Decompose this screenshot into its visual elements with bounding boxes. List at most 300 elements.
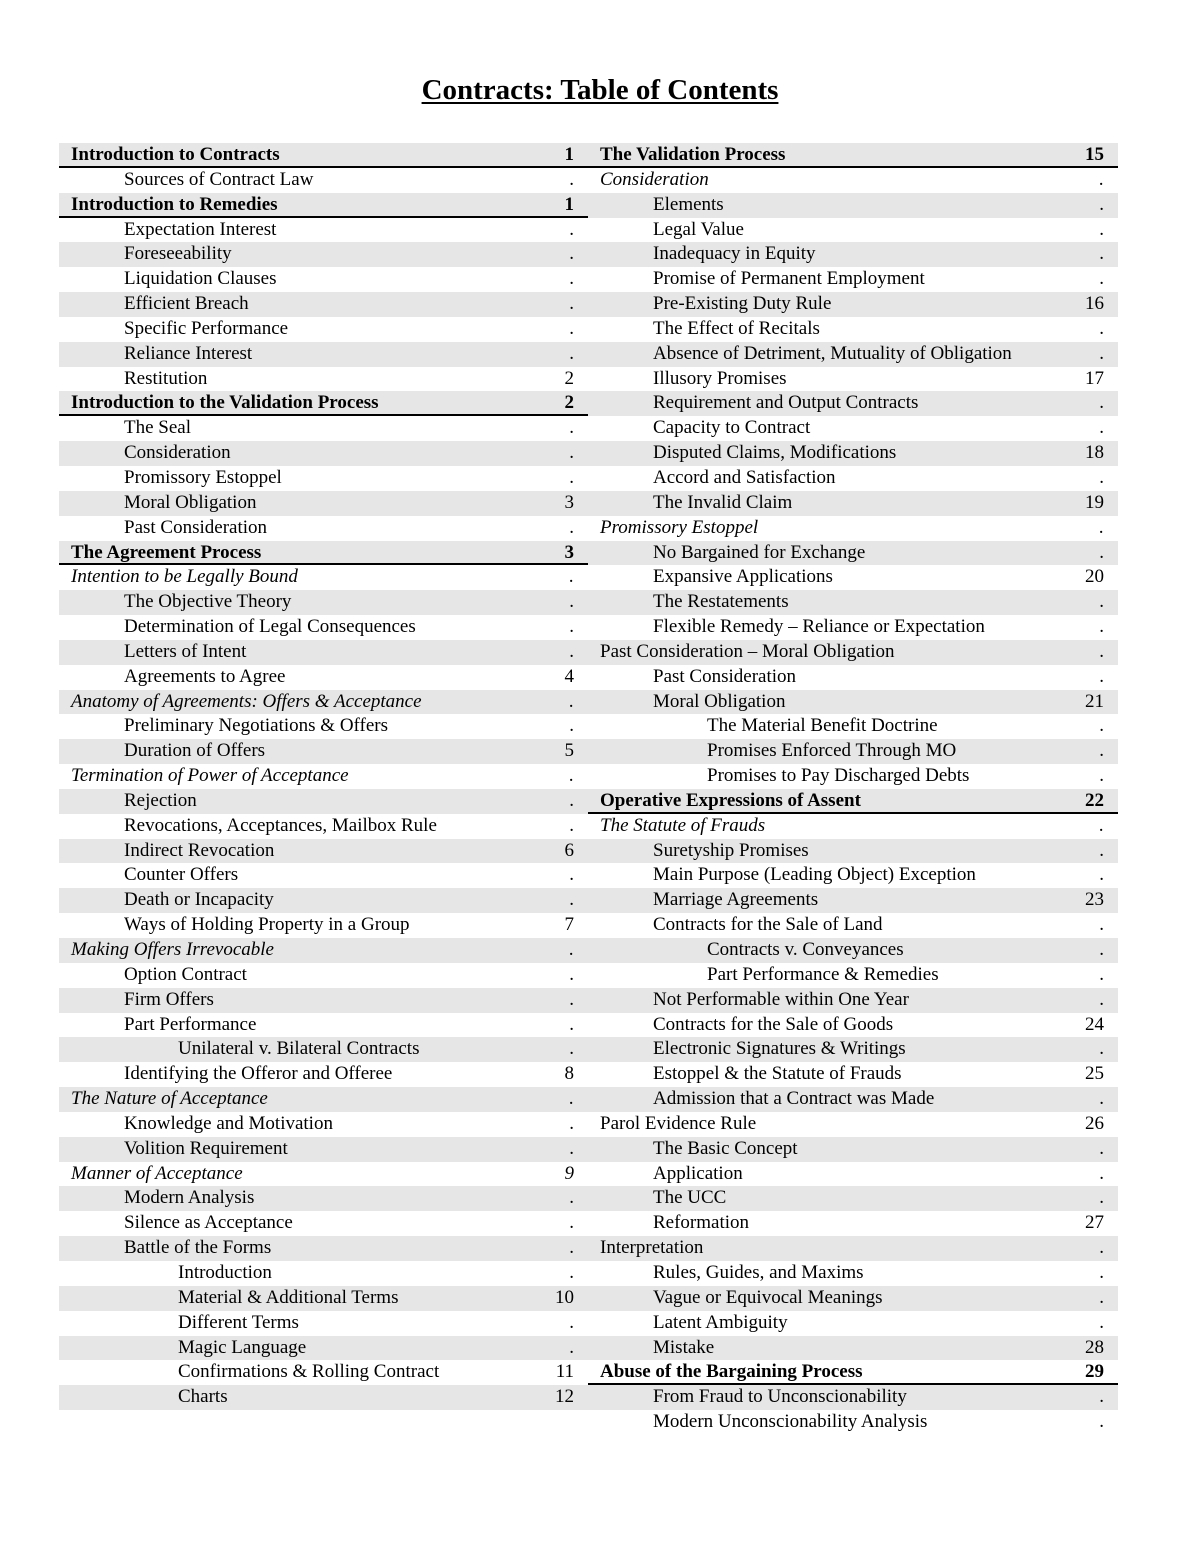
- toc-page-number: .: [569, 466, 574, 488]
- toc-entry-label: Foreseeability: [124, 243, 232, 265]
- toc-page-number: .: [1099, 1187, 1104, 1209]
- toc-entry-label: Unilateral v. Bilateral Contracts: [178, 1038, 420, 1060]
- toc-entry: [588, 863, 1118, 888]
- toc-entry-label: Counter Offers: [124, 864, 239, 886]
- toc-entry-label: Pre-Existing Duty Rule: [653, 293, 832, 315]
- toc-entry-label: Option Contract: [124, 963, 247, 985]
- toc-entry-label: Accord and Satisfaction: [653, 466, 836, 488]
- toc-page-number: .: [569, 1212, 574, 1234]
- toc-page-number: .: [1099, 1038, 1104, 1060]
- toc-entry: [59, 665, 588, 690]
- toc-page-number: 27: [1085, 1212, 1104, 1234]
- toc-entry-label: Liquidation Clauses: [124, 268, 277, 290]
- toc-page-number: .: [569, 789, 574, 811]
- toc-page-number: .: [1099, 839, 1104, 861]
- toc-entry: [59, 1336, 588, 1361]
- toc-entry: [59, 292, 588, 317]
- toc-entry: [588, 267, 1118, 292]
- toc-page-number: 23: [1085, 889, 1104, 911]
- toc-page-number: .: [1099, 392, 1104, 414]
- toc-entry: [59, 1137, 588, 1162]
- toc-page-number: 2: [564, 392, 574, 414]
- toc-page-number: .: [1099, 1088, 1104, 1110]
- toc-entry-label: Requirement and Output Contracts: [653, 392, 919, 414]
- toc-entry: [588, 491, 1118, 516]
- toc-page-number: .: [569, 715, 574, 737]
- toc-entry: [588, 516, 1118, 541]
- toc-page-number: 3: [564, 541, 574, 563]
- toc-page-number: 22: [1085, 789, 1104, 811]
- toc-entry-label: Letters of Intent: [124, 640, 247, 662]
- toc-page-number: .: [1099, 640, 1104, 662]
- toc-entry: [588, 367, 1118, 392]
- toc-entry: [588, 466, 1118, 491]
- toc-entry: [59, 714, 588, 739]
- toc-entry-label: Different Terms: [178, 1311, 299, 1333]
- toc-entry-label: The Basic Concept: [653, 1137, 798, 1159]
- toc-page-number: .: [1099, 466, 1104, 488]
- toc-page-number: 6: [564, 839, 574, 861]
- toc-entry-label: Expectation Interest: [124, 218, 277, 240]
- toc-page-number: .: [569, 243, 574, 265]
- toc-page-number: .: [1099, 417, 1104, 439]
- toc-page-number: 20: [1085, 566, 1104, 588]
- toc-entry-label: Specific Performance: [124, 317, 289, 339]
- toc-entry-label: No Bargained for Exchange: [653, 541, 866, 563]
- toc-entry: [588, 342, 1118, 367]
- toc-entry: [588, 1186, 1118, 1211]
- toc-entry: [588, 888, 1118, 913]
- toc-entry: [588, 590, 1118, 615]
- toc-entry-label: Past Consideration: [124, 516, 268, 538]
- toc-page-number: .: [1099, 963, 1104, 985]
- toc-left-column: [59, 143, 588, 1410]
- toc-entry: [588, 1286, 1118, 1311]
- toc-entry: [588, 1112, 1118, 1137]
- toc-entry-label: Mistake: [653, 1336, 715, 1358]
- toc-entry: [588, 565, 1118, 590]
- toc-entry-label: Expansive Applications: [653, 566, 833, 588]
- toc-entry-label: Vague or Equivocal Meanings: [653, 1286, 883, 1308]
- toc-entry: [588, 416, 1118, 441]
- toc-right-column: [588, 143, 1118, 1435]
- toc-page-number: .: [1099, 765, 1104, 787]
- toc-page-number: 11: [555, 1361, 574, 1383]
- toc-entry: [59, 913, 588, 938]
- toc-page-number: .: [1099, 1162, 1104, 1184]
- toc-page-number: .: [569, 1237, 574, 1259]
- toc-entry-label: The Material Benefit Doctrine: [707, 715, 938, 737]
- toc-entry-label: Introduction to the Validation Process: [71, 392, 379, 414]
- toc-entry-label: Modern Unconscionability Analysis: [653, 1411, 928, 1433]
- toc-entry-label: Anatomy of Agreements: Offers & Acceptance: [71, 690, 422, 712]
- toc-entry-label: The Statute of Frauds: [600, 814, 766, 836]
- toc-entry-label: Application: [653, 1162, 743, 1184]
- toc-entry: [588, 665, 1118, 690]
- toc-entry: [59, 1385, 588, 1410]
- toc-entry: [59, 516, 588, 541]
- toc-page-number: .: [569, 317, 574, 339]
- toc-entry-label: Absence of Detriment, Mutuality of Obligation: [653, 342, 1012, 364]
- toc-entry-label: Confirmations & Rolling Contract: [178, 1361, 440, 1383]
- toc-page-number: .: [569, 342, 574, 364]
- toc-entry: [59, 1013, 588, 1038]
- toc-entry: [59, 1186, 588, 1211]
- toc-entry: [588, 1211, 1118, 1236]
- toc-page-number: .: [569, 963, 574, 985]
- toc-page-number: .: [1099, 243, 1104, 265]
- toc-page-number: .: [569, 1088, 574, 1110]
- toc-page-number: .: [1099, 1386, 1104, 1408]
- toc-entry-label: Introduction to Remedies: [71, 193, 278, 215]
- toc-entry-label: Charts: [178, 1386, 228, 1408]
- toc-entry-label: Admission that a Contract was Made: [653, 1088, 935, 1110]
- toc-page-number: .: [569, 268, 574, 290]
- toc-page-number: .: [569, 218, 574, 240]
- toc-entry: [59, 1360, 588, 1385]
- toc-entry-label: The UCC: [653, 1187, 727, 1209]
- toc-page-number: 12: [555, 1386, 574, 1408]
- toc-page-number: .: [569, 814, 574, 836]
- toc-entry-label: Moral Obligation: [124, 491, 257, 513]
- toc-entry: [588, 1261, 1118, 1286]
- toc-entry-label: Illusory Promises: [653, 367, 787, 389]
- toc-page-number: .: [1099, 1311, 1104, 1333]
- toc-page-number: .: [569, 566, 574, 588]
- toc-entry: [588, 615, 1118, 640]
- toc-entry: [59, 267, 588, 292]
- toc-page-number: .: [569, 417, 574, 439]
- toc-page-number: .: [1099, 665, 1104, 687]
- toc-page-number: 8: [564, 1063, 574, 1085]
- toc-entry-label: Introduction: [178, 1261, 272, 1283]
- toc-page-number: .: [569, 889, 574, 911]
- toc-entry: [59, 565, 588, 590]
- toc-entry: [59, 764, 588, 789]
- toc-entry: [59, 640, 588, 665]
- toc-entry: [588, 441, 1118, 466]
- toc-entry-label: Contracts v. Conveyances: [707, 939, 904, 960]
- toc-entry-label: The Objective Theory: [124, 591, 292, 613]
- toc-page-number: .: [569, 1311, 574, 1333]
- toc-entry: [588, 963, 1118, 988]
- toc-entry-label: The Effect of Recitals: [653, 317, 820, 339]
- toc-page-number: .: [569, 168, 574, 190]
- toc-entry: [588, 839, 1118, 864]
- toc-page-number: .: [1099, 317, 1104, 339]
- toc-page-number: .: [1099, 740, 1104, 762]
- toc-entry-label: Introduction to Contracts: [71, 144, 280, 165]
- toc-section-heading: [59, 143, 588, 168]
- toc-section-heading: [588, 143, 1118, 168]
- toc-entry: [59, 1162, 588, 1187]
- toc-entry-label: Promissory Estoppel: [600, 516, 759, 538]
- toc-entry-label: Legal Value: [653, 218, 744, 240]
- toc-entry: [59, 242, 588, 267]
- toc-entry: [588, 640, 1118, 665]
- toc-entry-label: Inadequacy in Equity: [653, 243, 816, 265]
- toc-entry-label: Contracts for the Sale of Goods: [653, 1013, 894, 1035]
- toc-page-number: .: [569, 1187, 574, 1209]
- toc-entry: [59, 615, 588, 640]
- toc-page-number: .: [1099, 1237, 1104, 1259]
- toc-entry-label: Consideration: [124, 442, 231, 464]
- toc-page-number: .: [569, 690, 574, 712]
- toc-entry: [588, 764, 1118, 789]
- toc-entry: [59, 789, 588, 814]
- toc-entry: [59, 814, 588, 839]
- toc-entry-label: Reformation: [653, 1212, 750, 1234]
- toc-entry-label: Preliminary Negotiations & Offers: [124, 715, 389, 737]
- toc-entry-label: Marriage Agreements: [653, 889, 819, 911]
- toc-entry-label: Flexible Remedy – Reliance or Expectation: [653, 616, 985, 638]
- toc-entry-label: Latent Ambiguity: [653, 1311, 788, 1333]
- toc-entry: [588, 541, 1118, 566]
- toc-page-number: .: [1099, 988, 1104, 1010]
- toc-entry-label: Main Purpose (Leading Object) Exception: [653, 864, 976, 886]
- toc-entry-label: Making Offers Irrevocable: [71, 939, 274, 960]
- toc-entry-label: Moral Obligation: [653, 690, 786, 712]
- toc-page-number: .: [569, 988, 574, 1010]
- toc-entry-label: Identifying the Offeror and Offeree: [124, 1063, 393, 1085]
- toc-page-number: .: [1099, 1137, 1104, 1159]
- toc-entry: [59, 590, 588, 615]
- toc-entry-label: Past Consideration – Moral Obligation: [600, 640, 895, 662]
- toc-entry: [588, 714, 1118, 739]
- toc-page-number: .: [569, 1112, 574, 1134]
- toc-entry: [588, 218, 1118, 243]
- toc-entry: [588, 814, 1118, 839]
- toc-entry-label: Death or Incapacity: [124, 889, 274, 911]
- toc-section-heading: [59, 193, 588, 218]
- toc-entry: [59, 441, 588, 466]
- toc-entry: [588, 1236, 1118, 1261]
- toc-page-number: .: [1099, 342, 1104, 364]
- toc-page-number: 25: [1085, 1063, 1104, 1085]
- toc-section-heading: [59, 541, 588, 566]
- toc-entry-label: Part Performance: [124, 1013, 257, 1035]
- toc-page-number: .: [1099, 616, 1104, 638]
- toc-entry-label: Duration of Offers: [124, 740, 266, 762]
- toc-section-heading: [588, 789, 1118, 814]
- toc-page-number: .: [1099, 1261, 1104, 1283]
- toc-entry-label: Part Performance & Remedies: [707, 963, 939, 985]
- toc-page-number: .: [1099, 939, 1104, 960]
- toc-entry-label: Material & Additional Terms: [178, 1286, 399, 1308]
- toc-page-number: 10: [555, 1286, 574, 1308]
- toc-entry: [588, 690, 1118, 715]
- toc-entry-label: The Invalid Claim: [653, 491, 793, 513]
- toc-entry: [59, 1112, 588, 1137]
- toc-entry-label: Disputed Claims, Modifications: [653, 442, 897, 464]
- toc-page-number: 4: [564, 665, 574, 687]
- toc-entry: [59, 739, 588, 764]
- toc-page-number: .: [569, 765, 574, 787]
- toc-entry: [59, 988, 588, 1013]
- toc-entry-label: Promissory Estoppel: [124, 466, 282, 488]
- toc-page-number: .: [1099, 193, 1104, 215]
- toc-page-number: 24: [1085, 1013, 1104, 1035]
- toc-entry-label: Silence as Acceptance: [124, 1212, 293, 1234]
- toc-page-number: 17: [1085, 367, 1104, 389]
- toc-page-number: 1: [564, 144, 574, 165]
- toc-entry-label: Agreements to Agree: [124, 665, 286, 687]
- toc-entry-label: Elements: [653, 193, 724, 215]
- toc-entry-label: Manner of Acceptance: [71, 1162, 243, 1184]
- toc-entry-label: Efficient Breach: [124, 293, 249, 315]
- toc-page-number: 15: [1085, 144, 1104, 165]
- toc-entry-label: Estoppel & the Statute of Frauds: [653, 1063, 902, 1085]
- toc-entry-label: Intention to be Legally Bound: [71, 566, 298, 588]
- toc-entry: [588, 1410, 1118, 1435]
- toc-page-number: .: [1099, 218, 1104, 240]
- toc-entry: [588, 1062, 1118, 1087]
- toc-entry: [59, 963, 588, 988]
- toc-entry-label: The Restatements: [653, 591, 789, 613]
- toc-page-number: .: [569, 516, 574, 538]
- toc-entry-label: Promises to Pay Discharged Debts: [707, 765, 970, 787]
- toc-entry: [588, 168, 1118, 193]
- toc-page-number: .: [569, 1013, 574, 1035]
- toc-entry: [59, 1286, 588, 1311]
- toc-page-number: .: [569, 939, 574, 960]
- toc-entry-label: Revocations, Acceptances, Mailbox Rule: [124, 814, 437, 836]
- toc-entry: [588, 1385, 1118, 1410]
- toc-entry-label: Battle of the Forms: [124, 1237, 272, 1259]
- toc-page-number: .: [569, 1137, 574, 1159]
- toc-entry: [588, 1311, 1118, 1336]
- toc-section-heading: [588, 1360, 1118, 1385]
- toc-page-number: 1: [564, 193, 574, 215]
- toc-page-number: .: [569, 864, 574, 886]
- toc-page-number: 16: [1085, 293, 1104, 315]
- toc-page-number: .: [1099, 715, 1104, 737]
- toc-entry: [588, 292, 1118, 317]
- toc-entry-label: Contracts for the Sale of Land: [653, 914, 883, 936]
- toc-entry: [588, 242, 1118, 267]
- toc-entry: [59, 317, 588, 342]
- toc-entry: [59, 888, 588, 913]
- toc-entry: [59, 1236, 588, 1261]
- toc-entry-label: Operative Expressions of Assent: [600, 789, 861, 811]
- toc-entry: [59, 1062, 588, 1087]
- toc-page-number: .: [1099, 541, 1104, 563]
- toc-entry-label: Indirect Revocation: [124, 839, 275, 861]
- toc-entry-label: Ways of Holding Property in a Group: [124, 914, 410, 936]
- toc-entry: [59, 863, 588, 888]
- toc-page-number: .: [1099, 591, 1104, 613]
- toc-entry-label: Determination of Legal Consequences: [124, 616, 416, 638]
- toc-page-number: 2: [564, 367, 574, 389]
- toc-entry: [59, 466, 588, 491]
- toc-entry-label: Electronic Signatures & Writings: [653, 1038, 906, 1060]
- toc-entry-label: Past Consideration: [653, 665, 797, 687]
- toc-entry: [59, 1087, 588, 1112]
- toc-page-number: .: [1099, 268, 1104, 290]
- toc-page-number: .: [569, 1336, 574, 1358]
- toc-page-number: 3: [564, 491, 574, 513]
- toc-page-number: 9: [564, 1162, 574, 1184]
- toc-entry-label: Suretyship Promises: [653, 839, 809, 861]
- toc-entry-label: Volition Requirement: [124, 1137, 288, 1159]
- toc-page-number: 5: [564, 740, 574, 762]
- toc-entry: [59, 1037, 588, 1062]
- toc-page-number: .: [569, 293, 574, 315]
- toc-page-number: 26: [1085, 1112, 1104, 1134]
- toc-entry: [588, 1162, 1118, 1187]
- toc-page-number: 29: [1085, 1361, 1104, 1383]
- toc-entry-label: From Fraud to Unconscionability: [653, 1386, 907, 1408]
- toc-entry: [59, 1311, 588, 1336]
- toc-entry-label: Consideration: [600, 168, 709, 190]
- toc-entry-label: Capacity to Contract: [653, 417, 811, 439]
- toc-entry-label: Knowledge and Motivation: [124, 1112, 333, 1134]
- toc-entry: [59, 938, 588, 963]
- toc-page-number: .: [1099, 814, 1104, 836]
- toc-entry: [588, 193, 1118, 218]
- toc-page-number: 19: [1085, 491, 1104, 513]
- toc-entry: [59, 1211, 588, 1236]
- toc-page-number: .: [569, 640, 574, 662]
- toc-entry-label: Termination of Power of Acceptance: [71, 765, 349, 787]
- toc-page-number: .: [1099, 914, 1104, 936]
- toc-entry-label: Not Performable within One Year: [653, 988, 909, 1010]
- toc-entry-label: Abuse of the Bargaining Process: [600, 1361, 863, 1383]
- toc-entry: [588, 391, 1118, 416]
- toc-entry-label: Rejection: [124, 789, 197, 811]
- toc-entry-label: Modern Analysis: [124, 1187, 255, 1209]
- toc-entry: [59, 416, 588, 441]
- toc-entry: [588, 1336, 1118, 1361]
- toc-entry: [59, 839, 588, 864]
- toc-entry: [588, 988, 1118, 1013]
- toc-entry: [588, 1037, 1118, 1062]
- toc-entry-label: Sources of Contract Law: [124, 168, 314, 190]
- toc-entry: [588, 938, 1118, 963]
- toc-entry-label: The Nature of Acceptance: [71, 1088, 268, 1110]
- toc-entry: [59, 168, 588, 193]
- toc-entry-label: Interpretation: [600, 1237, 704, 1259]
- toc-section-heading: [59, 391, 588, 416]
- toc-page-number: .: [1099, 1286, 1104, 1308]
- toc-page-number: .: [1099, 864, 1104, 886]
- toc-entry: [59, 218, 588, 243]
- toc-page-number: 28: [1085, 1336, 1104, 1358]
- toc-page-number: .: [1099, 1411, 1104, 1433]
- toc-entry: [588, 1137, 1118, 1162]
- toc-entry-label: Magic Language: [178, 1336, 307, 1358]
- toc-page-number: .: [1099, 168, 1104, 190]
- toc-entry: [59, 342, 588, 367]
- toc-page-number: .: [1099, 516, 1104, 538]
- toc-entry-label: The Agreement Process: [71, 541, 262, 563]
- toc-entry: [59, 491, 588, 516]
- toc-entry: [59, 690, 588, 715]
- toc-entry: [588, 317, 1118, 342]
- toc-entry-label: Restitution: [124, 367, 208, 389]
- toc-page-number: .: [569, 616, 574, 638]
- toc-entry-label: Firm Offers: [124, 988, 214, 1010]
- toc-entry: [588, 739, 1118, 764]
- toc-entry: [59, 1261, 588, 1286]
- toc-entry-label: Promise of Permanent Employment: [653, 268, 925, 290]
- toc-entry-label: Reliance Interest: [124, 342, 253, 364]
- toc-page-number: 21: [1085, 690, 1104, 712]
- toc-page-number: .: [569, 442, 574, 464]
- document-title: Contracts: Table of Contents: [421, 74, 779, 106]
- toc-page-number: 7: [564, 914, 574, 936]
- toc-entry-label: Parol Evidence Rule: [600, 1112, 757, 1134]
